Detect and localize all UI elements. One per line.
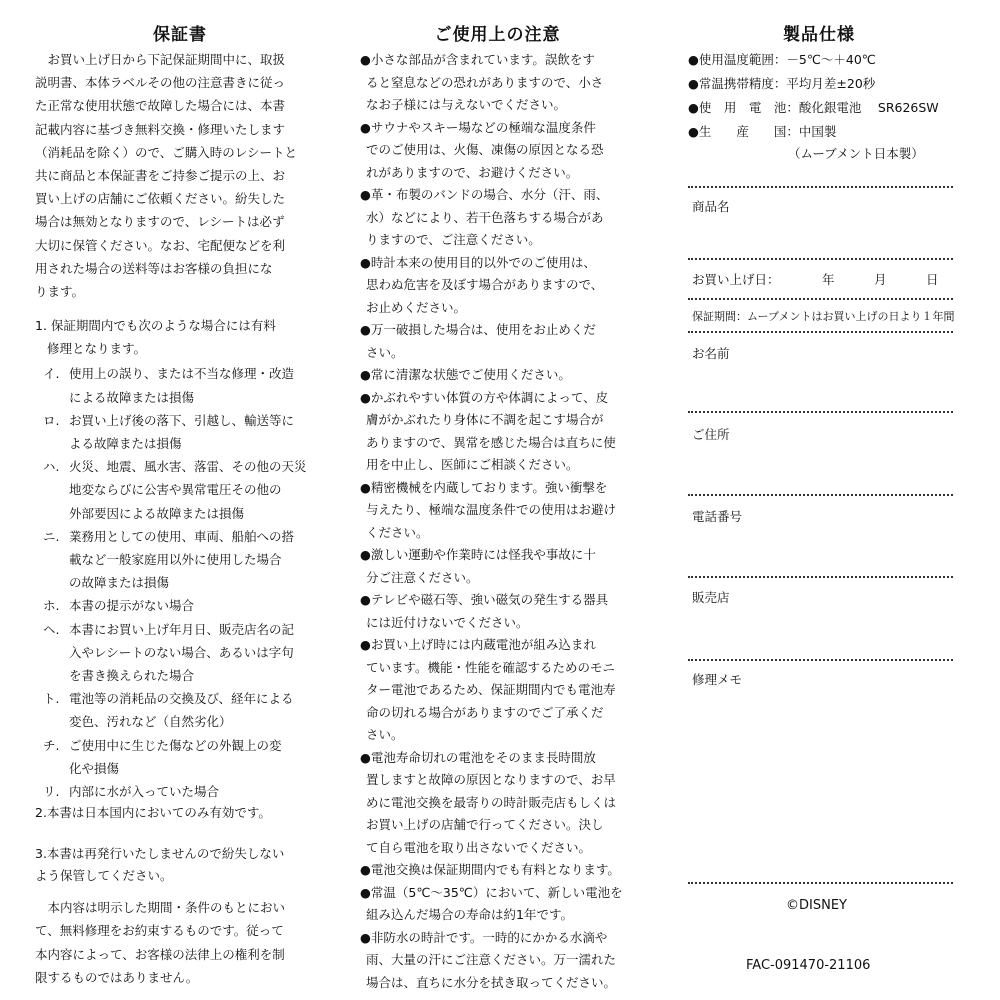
product-code: FAC-091470-21106	[746, 958, 871, 973]
repair-memo-label: 修理メモ	[692, 672, 743, 687]
intro-line: 大切に保管ください。なお、宅配便などを利	[35, 237, 286, 253]
item-1-line: 修理となります。	[47, 341, 147, 357]
form-divider	[688, 494, 953, 496]
closing-line: 本内容は明示した期間・条件のもとにおい	[35, 900, 286, 915]
copyright: ©DISNEY	[786, 898, 847, 913]
caution-item: ●非防水の時計です。一時的にかかる水滴や	[360, 929, 608, 945]
caution-line: 膚がかぶれたり身体に不調を起こす場合が	[366, 412, 604, 427]
sub-item-line: 火災、地震、風水害、落雷、その他の天災	[69, 459, 307, 475]
caution-line: 分ご注意ください。	[366, 569, 479, 585]
form-divider	[688, 411, 953, 413]
day-label: 日	[926, 272, 939, 287]
intro-line: 共に商品と本保証書をご持参ご提示の上、お	[35, 168, 286, 183]
caution-line: 命の切れる場合がありますのでご了承くだ	[366, 704, 604, 720]
purchase-date-label: お買い上げ日：	[692, 272, 780, 287]
sub-item-line: 載など一般家庭用以外に使用した場合	[69, 552, 282, 567]
item-1-line: 1. 保証期間内でも次のような場合には有料	[35, 318, 276, 333]
caution-line: て自ら電池を取り出さないでください。	[366, 839, 592, 855]
caution-line: さい。	[366, 727, 404, 742]
sub-item-marker: ロ.	[43, 412, 60, 428]
name-label: お名前	[692, 346, 730, 361]
sub-item-marker: イ.	[43, 366, 60, 382]
closing-line: て、無料修理をお約束するものです。従って	[35, 923, 284, 939]
intro-line: 買い上げの店舗にご依頼ください。紛失した	[35, 191, 286, 207]
form-divider	[688, 298, 953, 300]
warranty-title: 保証書	[153, 25, 207, 45]
address-label: ご住所	[692, 427, 730, 442]
item-3-line: 3.本書は再発行いたしませんので紛失しない	[35, 846, 285, 861]
intro-line: た正常な使用状態で故障した場合には、本書	[35, 98, 286, 114]
form-divider	[688, 331, 953, 333]
caution-item: ●革・布製のバンドの場合、水分（汗、雨、	[360, 187, 609, 202]
phone-label: 電話番号	[692, 509, 743, 524]
year-label: 年	[822, 272, 835, 287]
intro-line: ります。	[35, 284, 85, 299]
caution-line: には近付けないでください。	[366, 614, 529, 630]
sub-item-marker: ニ.	[43, 528, 60, 544]
caution-line: 水）などにより、若干色落ちする場合があ	[366, 209, 604, 225]
cautions-title: ご使用上の注意	[434, 25, 561, 45]
movement-note: （ムーブメント日本製）	[788, 146, 924, 161]
form-divider	[688, 576, 953, 578]
caution-line: ください。	[366, 524, 429, 540]
intro-line: 記載内容に基づき無料交換・修理いたします	[35, 121, 286, 137]
caution-item: ●電池寿命切れの電池をそのまま長時間放	[360, 749, 596, 765]
caution-item: ●お買い上げ時には内蔵電池が組み込まれ	[360, 637, 596, 652]
sub-item-line: 本書の提示がない場合	[69, 598, 195, 614]
sub-item-line: を書き換えられた場合	[69, 668, 195, 683]
sub-item-line: 電池等の消耗品の交換及び、経年による	[69, 691, 294, 707]
caution-line: ありますので、異常を感じた場合は直ちに使	[366, 434, 616, 450]
spec-row: ●使用温度範囲：－5℃〜＋40℃	[688, 52, 876, 67]
form-divider	[688, 659, 953, 661]
caution-line: 雨、大量の汗にご注意ください。万一濡れた	[366, 952, 617, 967]
sub-item-line: 地変ならびに公害や異常電圧その他の	[69, 482, 282, 498]
sub-item-line: お買い上げ後の落下、引越し、輸送等に	[69, 412, 295, 428]
spec-row: ●使 用 電 池：酸化銀電池 SR626SW	[688, 100, 939, 115]
caution-line: めに電池交換を最寄りの時計販売店もしくは	[366, 794, 617, 810]
sub-item-line: 使用上の誤り、または不当な修理・改造	[69, 366, 295, 382]
sub-item-marker: ト.	[43, 691, 60, 707]
caution-line: れがありますので、お避けください。	[366, 164, 579, 180]
sub-item-line: による故障または損傷	[69, 389, 195, 405]
caution-line: お買い上げの店舗で行ってください。決し	[366, 817, 604, 832]
closing-line: 本内容によって、お客様の法律上の権利を制	[35, 946, 285, 962]
intro-line: 場合は無効となりますので、レシートは必ず	[35, 214, 285, 230]
caution-item: ●時計本来の使用目的以外でのご使用は、	[360, 254, 596, 270]
product-name-label: 商品名	[692, 199, 730, 214]
item-2: 2.本書は日本国内においてのみ有効です。	[35, 805, 271, 820]
intro-line: お買い上げ日から下記保証期間中に、取扱	[35, 52, 286, 67]
sub-item-line: 内部に水が入っていた場合	[69, 784, 220, 799]
month-label: 月	[874, 272, 887, 287]
caution-line: りますので、ご注意ください。	[366, 232, 541, 247]
spec-row: ●常温携帯精度：平均月差±20秒	[688, 76, 876, 91]
caution-line: ると窒息などの恐れがありますので、小さ	[366, 74, 604, 90]
intro-line: 用された場合の送料等はお客様の負担にな	[35, 260, 273, 276]
sub-item-line: ご使用中に生じた傷などの外観上の変	[69, 737, 282, 753]
caution-line: でのご使用は、火傷、凍傷の原因となる恐	[366, 142, 604, 157]
intro-line: 説明書、本体ラベルその他の注意書きに従っ	[35, 75, 286, 91]
form-divider	[688, 882, 953, 884]
spec-row: ●生 産 国：中国製	[688, 124, 837, 139]
sub-item-line: 本書にお買い上げ年月日、販売店名の記	[69, 621, 295, 637]
sub-item-line: 化や損傷	[69, 760, 120, 776]
caution-item: ●常温（5℃〜35℃）において、新しい電池を	[360, 884, 623, 900]
caution-item: ●小さな部品が含まれています。誤飲をす	[360, 52, 595, 67]
caution-line: 思わぬ危害を及ぼす場合がありますので、	[366, 277, 604, 292]
caution-line: 与えたり、極端な温度条件での使用はお避け	[366, 502, 617, 517]
caution-item: ●電池交換は保証期間内でも有料となります。	[360, 862, 620, 877]
sub-item-marker: リ.	[43, 784, 60, 799]
caution-line: さい。	[366, 344, 404, 360]
caution-item: ●かぶれやすい体質の方や体調によって、皮	[360, 389, 609, 405]
sub-item-marker: チ.	[43, 737, 60, 753]
caution-line: ター電池であるため、保証期間内でも電池寿	[366, 682, 616, 697]
caution-line: お止めください。	[366, 299, 467, 315]
caution-line: 置しますと故障の原因となりますので、お早	[366, 772, 616, 787]
sub-item-marker: ヘ.	[43, 621, 60, 637]
warranty-period: 保証期間：ムーブメントはお買い上げの日より１年間	[692, 310, 955, 323]
caution-item: ●常に清潔な状態でご使用ください。	[360, 367, 571, 382]
caution-line: ています。機能・性能を確認するためのモニ	[366, 659, 616, 675]
sub-item-line: 外部要因による故障または損傷	[69, 505, 245, 521]
caution-line: 場合は、直ちに水分を拭き取ってください。	[366, 974, 617, 990]
caution-item: ●テレビや磁石等、強い磁気の発生する器具	[360, 592, 609, 607]
sub-item-line: 入やレシートのない場合、あるいは字句	[69, 644, 294, 660]
caution-line: 組み込んだ場合の寿命は約1年です。	[366, 907, 573, 922]
caution-item: ●サウナやスキー場などの極端な温度条件	[360, 119, 596, 135]
store-label: 販売店	[692, 590, 730, 605]
item-3-line: よう保管してください。	[35, 868, 173, 883]
specs-title: 製品仕様	[783, 25, 855, 45]
form-divider	[688, 258, 953, 260]
sub-item-line: の故障または損傷	[69, 575, 170, 591]
caution-line: なお子様には与えないでください。	[366, 97, 567, 112]
sub-item-line: 業務用としての使用、車両、船舶への搭	[69, 528, 295, 544]
caution-item: ●万一破損した場合は、使用をお止めくだ	[360, 322, 596, 337]
caution-item: ●精密機械を内蔵しております。強い衝撃を	[360, 479, 608, 495]
closing-line: 限するものではありません。	[35, 969, 199, 985]
intro-line: （消耗品を除く）ので、ご購入時のレシートと	[35, 144, 297, 160]
sub-item-line: 変色、汚れなど（自然劣化）	[69, 714, 232, 730]
sub-item-marker: ホ.	[43, 598, 60, 614]
form-divider	[688, 186, 953, 188]
sub-item-marker: ハ.	[43, 459, 60, 475]
caution-line: 用を中止し、医師にご相談ください。	[366, 457, 579, 472]
caution-item: ●激しい運動や作業時には怪我や事故に十	[360, 547, 596, 562]
sub-item-line: よる故障または損傷	[69, 436, 182, 451]
